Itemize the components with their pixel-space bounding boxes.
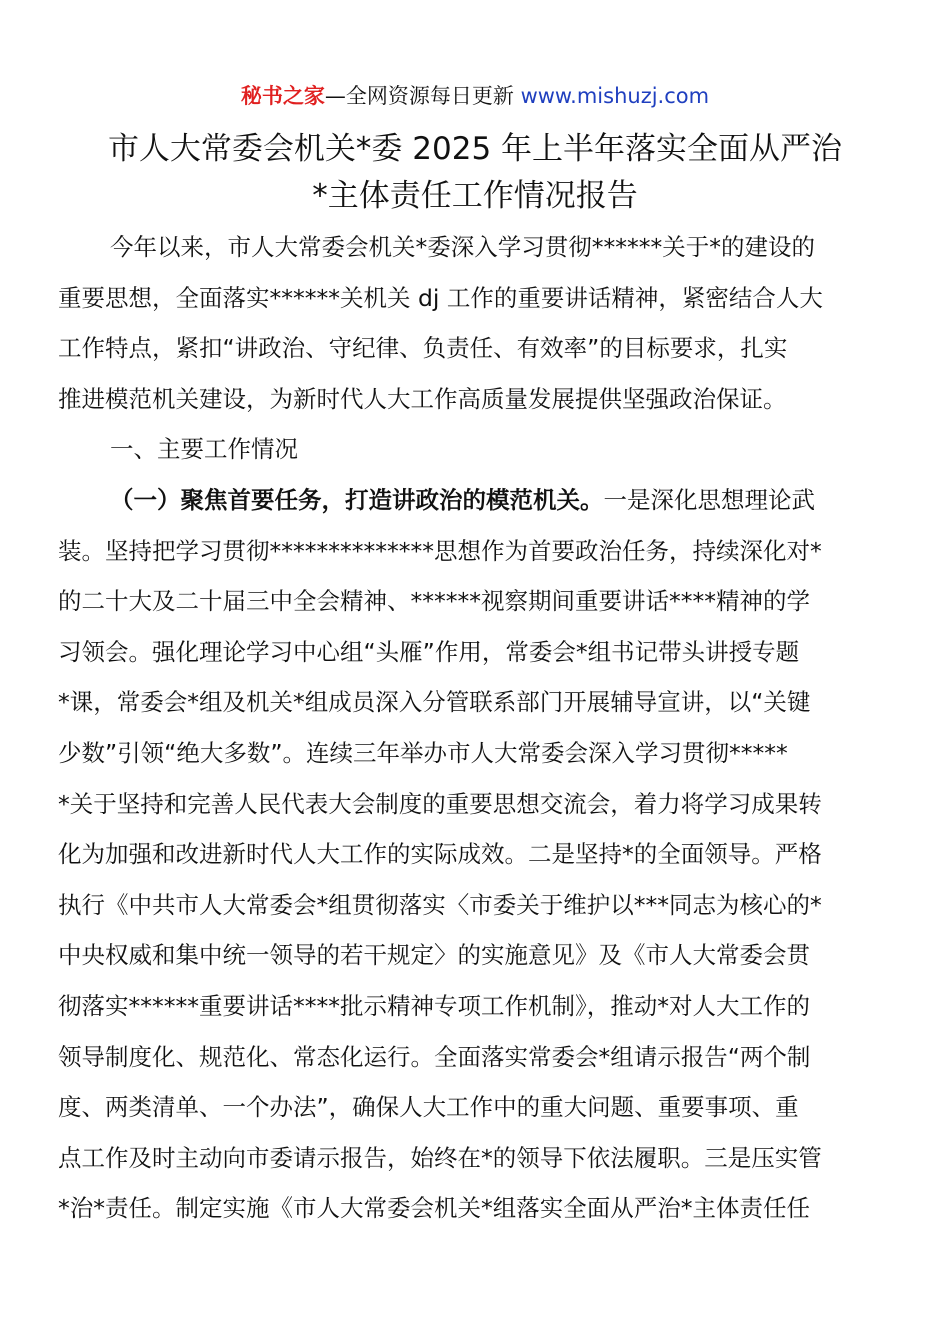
paragraph-line: *治*责任。制定实施《市人大常委会机关*组落实全面从严治*主体责任任 — [58, 1194, 810, 1223]
paragraph-line: 推进模范机关建设，为新时代人大工作高质量发展提供坚强政治保证。 — [58, 384, 787, 413]
section-heading: 一、主要工作情况 — [110, 435, 298, 464]
site-header — [0, 80, 950, 112]
paragraph-line: 习领会。强化理论学习中心组“头雁”作用，常委会*组书记带头讲授专题 — [58, 637, 800, 666]
paragraph-line: 化为加强和改进新时代人大工作的实际成效。二是坚持*的全面领导。严格 — [58, 840, 822, 869]
paragraph-line: 点工作及时主动向市委请示报告，始终在*的领导下依法履职。三是压实管 — [58, 1143, 822, 1172]
title-line-1: 市人大常委会机关*委 2025 年上半年落实全面从严治 — [107, 131, 843, 167]
paragraph-line: *关于坚持和完善人民代表大会制度的重要思想交流会，着力将学习成果转 — [58, 789, 822, 818]
paragraph-line: 彻落实******重要讲话****批示精神专项工作机制》，推动*对人大工作的 — [58, 991, 810, 1020]
paragraph-line: 执行《中共市人大常委会*组贯彻落实〈市委关于维护以***同志为核心的* — [58, 890, 822, 919]
header-dash: — — [324, 84, 346, 108]
subsection-first-line-text: 一是深化思想理论武 — [603, 485, 815, 514]
document-title — [40, 126, 910, 220]
site-url-link[interactable]: www.mishuzj.com — [520, 84, 710, 108]
paragraph-line: 中央权威和集中统一领导的若干规定〉的实施意见》及《市人大常委会贯 — [58, 941, 810, 970]
paragraph-line: 领导制度化、规范化、常态化运行。全面落实常委会*组请示报告“两个制 — [58, 1042, 811, 1071]
document-body — [58, 222, 892, 1234]
paragraph-line: 今年以来，市人大常委会机关*委深入学习贯彻******关于*的建设的 — [110, 233, 815, 261]
brand-name: 秘书之家 — [240, 84, 325, 108]
paragraph-line: 重要思想，全面落实******关机关 dj 工作的重要讲话精神，紧密结合人大 — [58, 283, 823, 312]
title-line-2: *主体责任工作情况报告 — [312, 178, 638, 214]
paragraph-line: 工作特点，紧扣“讲政治、守纪律、负责任、有效率”的目标要求，扎实 — [58, 334, 788, 363]
paragraph-line: 少数”引领“绝大多数”。连续三年举办市人大常委会深入学习贯彻***** — [58, 738, 788, 767]
header-tagline: 全网资源每日更新 — [345, 84, 514, 108]
subsection-heading: （一）聚焦首要任务，打造讲政治的模范机关。 — [110, 485, 604, 514]
subsection-first-line — [58, 475, 892, 526]
paragraph-line: 的二十大及二十届三中全会精神、******视察期间重要讲话****精神的学 — [58, 587, 810, 616]
paragraph-line: *课，常委会*组及机关*组成员深入分管联系部门开展辅导宣讲，以“关键 — [58, 688, 811, 717]
paragraph-line: 装。坚持把学习贯彻**************思想作为首要政治任务，持续深化对* — [58, 536, 822, 565]
paragraph-line: 度、两类清单、一个办法”，确保人大工作中的重大问题、重要事项、重 — [58, 1093, 799, 1122]
